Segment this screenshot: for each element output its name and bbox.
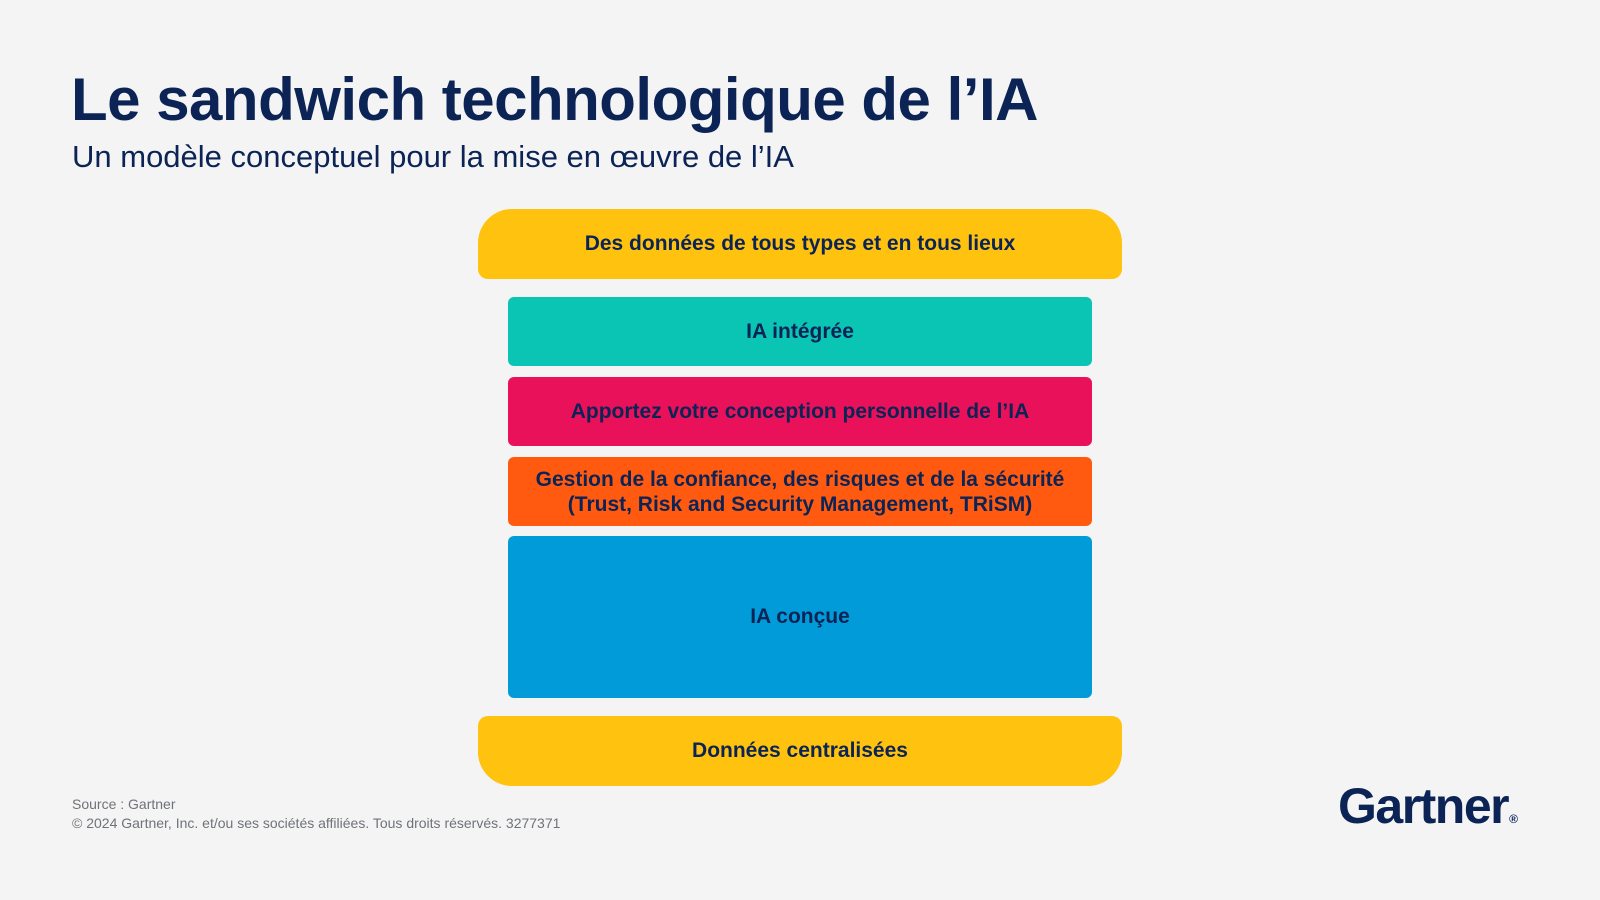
layer-built-ai [508, 536, 1092, 698]
registered-mark: ® [1509, 812, 1518, 826]
logo-text: Gartner [1338, 778, 1509, 834]
layer-label: IA intégrée [746, 319, 854, 343]
layer-label: Des données de tous types et en tous lieux [584, 232, 1016, 255]
copyright-note: © 2024 Gartner, Inc. et/ou ses sociétés affiliées. Tous droits réservés. 3277371 [72, 815, 561, 831]
source-note: Source : Gartner [72, 796, 176, 812]
layer-label: Données centralisées [692, 739, 908, 762]
gartner-logo [1338, 776, 1518, 849]
page-title: Le sandwich technologique de l’IA [71, 66, 1038, 133]
layer-byo-ai [508, 377, 1092, 446]
layer-label: Apportez votre conception personnelle de l’IA [570, 399, 1030, 423]
layer-label: IA conçue [750, 605, 850, 628]
page-subtitle: Un modèle conceptuel pour la mise en œuvre de l’IA [72, 139, 794, 174]
layer-label-line-2: (Trust, Risk and Security Management, TRiSM) [567, 492, 1033, 516]
layer-label-line-1: Gestion de la confiance, des risques et de la sécurité [535, 467, 1065, 491]
layer-top-bread [478, 209, 1122, 279]
layer-integrated-ai [508, 297, 1092, 366]
layer-bottom-bread [478, 716, 1122, 786]
layer-trism [508, 457, 1092, 526]
